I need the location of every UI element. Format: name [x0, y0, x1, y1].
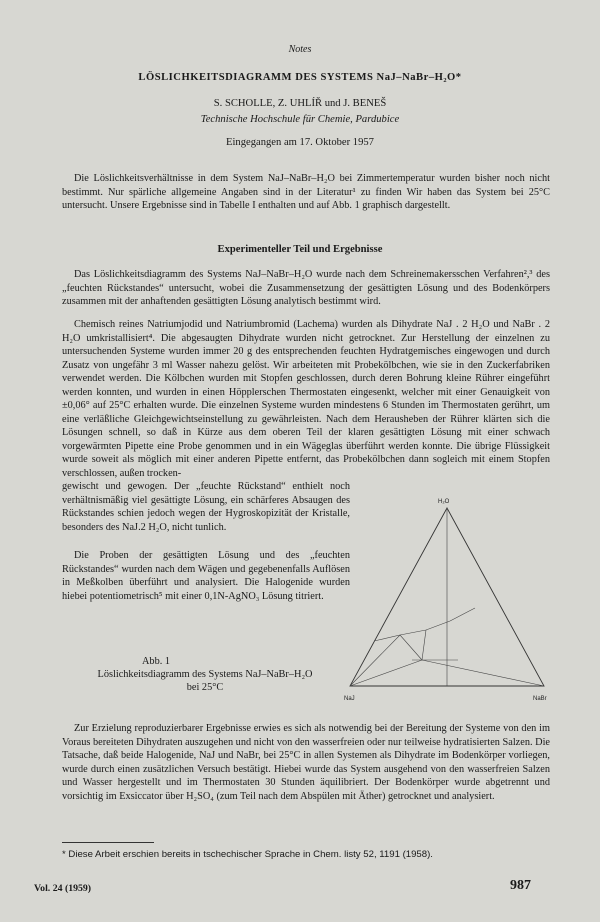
- received-date: Eingegangen am 17. Oktober 1957: [226, 137, 374, 148]
- tie-line: [350, 635, 400, 686]
- section-heading: Experimenteller Teil und Ergebnisse: [217, 244, 383, 255]
- vertex-label-right: NaBr: [533, 696, 547, 702]
- footnote-divider: [62, 842, 154, 843]
- paragraph-text: gewischt und gewogen. Der „feuchte Rückstand“ enthielt noch verhältnismäßig viel gesättigte Lösung, ein schärferes Absaugen des Rückstandes schien jedoch wegen der Hygroskopizität der Kristalle, besonders des NaJ.2 H₂O, nicht tunlich.: [62, 481, 350, 533]
- body-paragraph-3: [62, 549, 350, 603]
- vertex-label-left: NaJ: [344, 696, 355, 702]
- paragraph-text: Das Löslichkeitsdiagramm des Systems NaJ–NaBr–H₂O wurde nach dem Schreinemakersschen Verfahren²,³ des „feuchten Rückstandes“ untersucht, wobei die Zusammensetzung der gesättigten Lösung und des Bodenkörpers zusammen mit der anhaftenden gesättigten Lösung analytisch bestimmt wird.: [62, 269, 550, 307]
- running-title: Notes: [288, 44, 312, 55]
- volume-label: Vol. 24 (1959): [34, 883, 92, 894]
- body-paragraph-4: [62, 722, 550, 803]
- tie-line: [422, 630, 426, 660]
- figure-label: Abb. 1: [142, 656, 171, 667]
- paragraph-text: Chemisch reines Natriumjodid und Natriumbromid (Lachema) wurden als Dihydrate NaJ . 2 H₂O und NaBr . 2 H₂O umkristallisiert⁴. Die abgesaugten Dihydrate wurden nicht getrocknet. Zur Herstellung der einzelnen zu untersuchenden Systeme wurden immer 20 g des entsprechenden feuchten Hydratgemisches eingewogen und durch Zusatz von ungefähr 3 ml Wasser nahezu gelöst. Wir arbeiteten mit Probekölbchen, wie sie in den Zuckerfabriken verwendet werden. Die Kölbchen wurden mit Stopfen geschlossen, durch deren Bohrung kleine Rührer eingeführt werden konnten, und wurden in einen Höpplerschen Thermostaten eingesenkt, welcher mit einer Genauigkeit von ±0,06° auf 25°C erhalten wurde. Die einzelnen Systeme wurden mindestens 6 Stunden im Thermostaten gerührt, um eine verläßliche Gleichgewichtseinstellung zu gewährleisten. Nach dem Herausheben der Rührer klärten sich die Lösungen schnell, so daß in Kürze aus dem oberen Teil der klaren gesättigten Lösung mit einer schwach vorgewärmten Pipette eine Probe genommen und in ein Wägeglas überführt werden konnte. Die übrige Flüssigkeit wurde soweit als möglich mit einer anderen Pipette entfernt, das Probekölbchen dann sogleich mit einem Stopfen verschlossen, außen trocken-: [62, 319, 550, 479]
- paragraph-text: Zur Erzielung reproduzierbarer Ergebnisse erwies es sich als notwendig bei der Bereitung der Systeme von den im Voraus bereiteten Dihydraten auszugehen und nicht von den wasserfreien oder nur teilweise hydratisierten Salzen. Die Tatsache, daß beide Halogenide, NaJ und NaBr, bei 25°C in allen Systemen als Dihydrate im Bodenkörper vorliegen, wurde durch einen zusätzlichen Versuch bestätigt. Hiebei wurde das System ausgehend von den wasserfreien Salzen und Wasser hergestellt und im Thermostaten 30 Stunden äquilibriert. Der Bodenkörper wurde abgetrennt und vorsichtig im Exsiccator über H₂SO₄ (zum Teil nach dem Abspülen mit Äther) getrocknet und analysiert.: [62, 723, 550, 802]
- tie-line: [422, 660, 544, 686]
- intro-text: Die Löslichkeitsverhältnisse in dem System NaJ–NaBr–H₂O bei Zimmertemperatur wurden bisher noch nicht bestimmt. Nur spärliche allgemeine Angaben sind in der Literatur¹ zu finden Wir haben das System bei 25°C untersucht. Unsere Ergebnisse sind in Tabelle I enthalten und auf Abb. 1 graphisch dargestellt.: [62, 173, 550, 211]
- intro-paragraph: [62, 172, 550, 213]
- author-line: S. SCHOLLE, Z. UHLÍŘ und J. BENEŠ: [213, 98, 387, 109]
- tie-line: [400, 635, 422, 660]
- figure-caption-line-1: Löslichkeitsdiagramm des Systems NaJ–NaBr–H₂O: [97, 669, 313, 680]
- institution-line: Technische Hochschule für Chemie, Pardubice: [200, 114, 400, 125]
- footnote: * Diese Arbeit erschien bereits in tschechischer Sprache in Chem. listy 52, 1191 (1958).: [62, 849, 433, 860]
- vertex-label-top: H₂O: [438, 499, 450, 505]
- figure-caption: [62, 655, 348, 694]
- paragraph-text: Die Proben der gesättigten Lösung und des „feuchten Rückstandes“ wurden nach dem Wägen und gegebenenfalls Auflösen in Meßkolben überführt und analysiert. Die Halogenide wurden hiebei potentiometrisch⁵ mit einer 0,1N-AgNO₃ Lösung titriert.: [62, 550, 350, 602]
- body-paragraph-2-continued: [62, 480, 350, 534]
- ternary-phase-diagram: [330, 494, 564, 710]
- article-title: LÖSLICHKEITSDIAGRAMM DES SYSTEMS NaJ–NaBr–H₂O*: [138, 72, 462, 83]
- body-paragraph-2: [62, 318, 550, 480]
- page-number: 987: [510, 878, 531, 893]
- tie-line: [350, 660, 422, 686]
- figure-caption-line-2: bei 25°C: [186, 682, 224, 693]
- body-paragraph-1: [62, 268, 550, 309]
- solubility-curve: [374, 608, 475, 641]
